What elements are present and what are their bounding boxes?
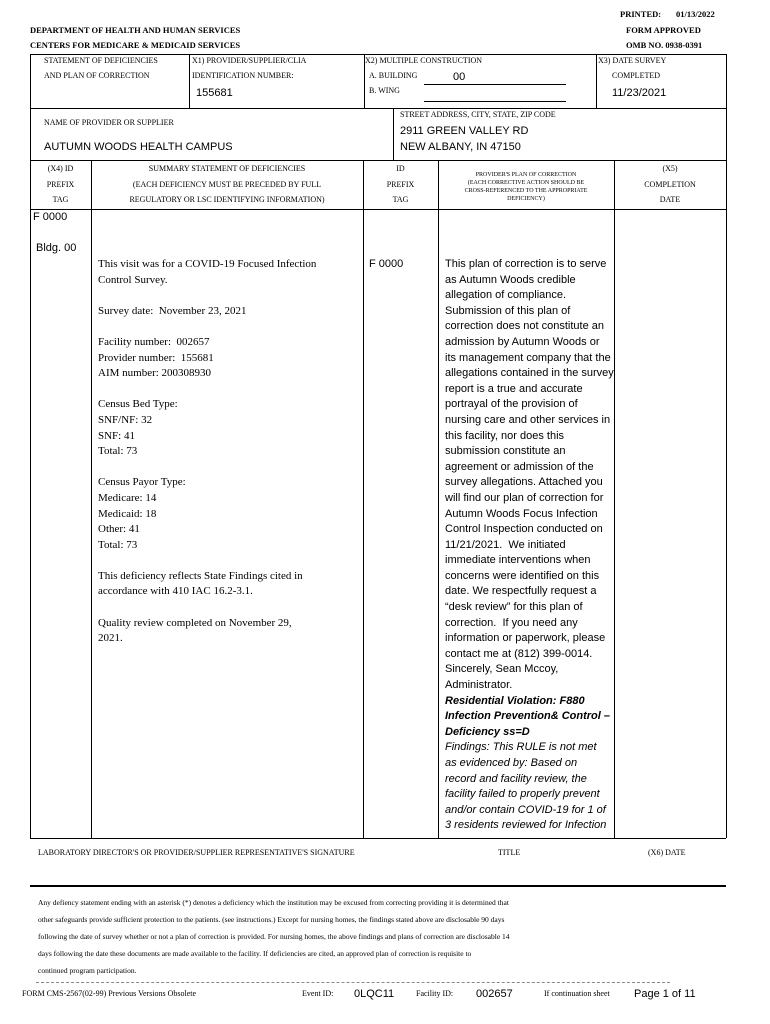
provider-id-value: 155681 xyxy=(196,87,233,99)
poc-line: nursing care and other services in xyxy=(445,413,611,426)
x5-header-1: (X5) xyxy=(662,164,678,173)
multiple-construction-label: X2) MULTIPLE CONSTRUCTION xyxy=(365,56,483,65)
disclaimer-line: days following the date these documents are made available to the facility. If deficiencies are cited, an approved plan of correction is requisite to xyxy=(38,949,472,958)
poc-line: Infection Prevention& Control – xyxy=(445,710,611,723)
summary-line: This visit was for a COVID-19 Focused Infection xyxy=(98,258,317,270)
poc-line: portrayal of the provision of xyxy=(445,398,578,411)
x4-header-2: PREFIX xyxy=(46,180,75,189)
summary-statement xyxy=(98,257,360,647)
statement-label-1: STATEMENT OF DEFICIENCIES xyxy=(44,56,158,65)
signature-title-label: TITLE xyxy=(498,848,521,857)
summary-line: SNF: 41 xyxy=(98,429,135,442)
poc-line: Control Inspection conducted on xyxy=(445,523,603,536)
poc-header-4: DEFICIENCY) xyxy=(507,196,545,202)
id-header-2: PREFIX xyxy=(386,180,415,189)
id-header-3: TAG xyxy=(392,195,409,204)
poc-line: will find our plan of correction for xyxy=(445,491,604,504)
poc-line: report is a true and accurate xyxy=(445,382,583,395)
provider-name-label: NAME OF PROVIDER OR SUPPLIER xyxy=(44,118,174,127)
x5-header-2: COMPLETION xyxy=(644,180,696,189)
poc-header-1: PROVIDER'S PLAN OF CORRECTION xyxy=(475,172,577,178)
summary-line: Total: 73 xyxy=(98,538,138,551)
poc-line: This plan of correction is to serve xyxy=(445,258,607,270)
provider-id-label-2: IDENTIFICATION NUMBER: xyxy=(192,71,294,80)
summary-line xyxy=(98,460,360,476)
summary-line: Facility number: 002657 xyxy=(98,335,210,348)
poc-line: Deficiency ss=D xyxy=(445,725,530,738)
poc-line: allegation of compliance. xyxy=(445,289,567,302)
summary-line xyxy=(98,382,360,398)
facility-id-value: 002657 xyxy=(476,988,513,1000)
printed-date: 01/13/2022 xyxy=(676,9,715,19)
summary-line: Quality review completed on November 29, xyxy=(98,616,292,629)
building-number: Bldg. 00 xyxy=(36,242,77,254)
dept-name: DEPARTMENT OF HEALTH AND HUMAN SERVICES xyxy=(30,25,241,35)
address-line-1: 2911 GREEN VALLEY RD xyxy=(400,125,529,137)
x4-header-1: (X4) ID xyxy=(47,164,74,173)
summary-line: Survey date: November 23, 2021 xyxy=(98,304,247,317)
disclaimer xyxy=(38,894,718,979)
signature-label: LABORATORY DIRECTOR'S OR PROVIDER/SUPPLIER REPRESENTATIVE'S SIGNATURE xyxy=(38,848,355,857)
poc-line: concerns were identified on this xyxy=(445,569,600,582)
summary-line: Control Survey. xyxy=(98,273,168,286)
disclaimer-line: other safeguards provide sufficient protection to the patients. (see instructions.) Except for nursing homes, the findings stated above are disclosable 90 days xyxy=(38,915,505,924)
summary-header-2: (EACH DEFICIENCY MUST BE PRECEDED BY FULL xyxy=(132,180,322,189)
summary-header-1: SUMMARY STATEMENT OF DEFICIENCIES xyxy=(148,164,306,173)
provider-id-label-1: X1) PROVIDER/SUPPLIER/CLIA xyxy=(192,56,307,65)
provider-name-value: AUTUMN WOODS HEALTH CAMPUS xyxy=(44,141,233,153)
poc-line: contact me at (812) 399-0014. xyxy=(445,647,593,660)
poc-line: survey allegations. Attached you xyxy=(445,476,603,489)
summary-header-3: REGULATORY OR LSC IDENTIFYING INFORMATION) xyxy=(129,195,325,204)
poc-line: and/or contain COVID-19 for 1 of xyxy=(445,803,606,816)
poc-line: as Autumn Woods credible xyxy=(445,273,576,286)
building-value: 00 xyxy=(453,71,466,83)
poc-line: information or paperwork, please xyxy=(445,632,606,645)
summary-line: Other: 41 xyxy=(98,523,140,536)
poc-line: date. We respectfully request a xyxy=(445,585,597,598)
x4-header-3: TAG xyxy=(52,195,69,204)
poc-line: “desk review” for this plan of xyxy=(445,601,583,614)
poc-line: its management company that the xyxy=(445,351,611,364)
summary-line: accordance with 410 IAC 16.2-3.1. xyxy=(98,585,253,598)
poc-line: record and facility review, the xyxy=(445,772,587,785)
summary-line: This deficiency reflects State Findings cited in xyxy=(98,569,303,582)
poc-line: this facility, nor does this xyxy=(445,429,565,442)
summary-line: Census Payor Type: xyxy=(98,476,186,489)
summary-line: Total: 73 xyxy=(98,445,138,458)
address-line-2: NEW ALBANY, IN 47150 xyxy=(400,141,521,153)
address-label: STREET ADDRESS, CITY, STATE, ZIP CODE xyxy=(400,110,556,119)
poc-line: 3 residents reviewed for Infection xyxy=(445,819,607,832)
signature-date-label: (X6) DATE xyxy=(648,848,686,857)
plan-of-correction xyxy=(445,257,613,834)
summary-line: Census Bed Type: xyxy=(98,398,178,411)
date-survey-label-1: X3) DATE SURVEY xyxy=(598,56,667,65)
date-survey-label-2: COMPLETED xyxy=(612,71,660,80)
summary-line xyxy=(98,600,360,616)
continuation-label: If continuation sheet xyxy=(544,989,610,998)
statement-label-2: AND PLAN OF CORRECTION xyxy=(44,71,150,80)
building-label: A. BUILDING xyxy=(369,71,418,80)
poc-header-3: CROSS-REFERENCED TO THE APPROPRIATE xyxy=(464,188,588,194)
summary-line: Provider number: 155681 xyxy=(98,351,214,364)
deficiency-tag: F 0000 xyxy=(33,211,68,223)
event-id-label: Event ID: xyxy=(302,989,334,998)
poc-line: admission by Autumn Woods or xyxy=(445,335,600,348)
poc-line: Sincerely, Sean Mccoy, xyxy=(445,663,559,676)
poc-line: as evidenced by: Based on xyxy=(445,757,578,769)
summary-line: Medicaid: 18 xyxy=(98,507,157,520)
disclaimer-line: following the date of survey whether or not a plan of correction is provided. For nursing homes, the above findings and plans of correction are disclosable 14 xyxy=(38,932,510,941)
poc-line: allegations contained in the survey xyxy=(445,367,614,380)
poc-line: facility failed to properly prevent xyxy=(445,788,600,801)
poc-line: Autumn Woods Focus Infection xyxy=(445,507,598,520)
summary-line: SNF/NF: 32 xyxy=(98,413,153,426)
page-number: Page 1 of 11 xyxy=(634,988,696,1000)
omb-number: OMB NO. 0938-0391 xyxy=(626,40,703,50)
poc-line: Findings: This RULE is not met xyxy=(445,741,597,754)
poc-line: correction. If you need any xyxy=(445,616,578,629)
x5-header-3: DATE xyxy=(659,195,681,204)
summary-line xyxy=(98,288,360,304)
summary-line: AIM number: 200308930 xyxy=(98,367,212,380)
summary-line: Medicare: 14 xyxy=(98,491,157,504)
poc-line: immediate interventions when xyxy=(445,554,591,567)
centers-name: CENTERS FOR MEDICARE & MEDICAID SERVICES xyxy=(30,40,241,50)
summary-line xyxy=(98,319,360,335)
summary-line xyxy=(98,553,360,569)
summary-line: 2021. xyxy=(98,632,123,645)
id-header-1: ID xyxy=(396,164,405,173)
wing-label: B. WING xyxy=(369,86,400,95)
date-survey-value: 11/23/2021 xyxy=(612,87,667,99)
poc-line: Residential Violation: F880 xyxy=(445,694,585,707)
poc-line: Submission of this plan of xyxy=(445,304,571,317)
form-number: FORM CMS-2567(02-99) Previous Versions Obsolete xyxy=(22,989,197,998)
facility-id-label: Facility ID: xyxy=(416,989,454,998)
printed-label: PRINTED: xyxy=(620,9,662,19)
poc-line: Administrator. xyxy=(445,679,513,692)
poc-line: agreement or admission of the xyxy=(445,460,594,473)
poc-header-2: (EACH CORRECTIVE ACTION SHOULD BE xyxy=(467,180,585,186)
disclaimer-line: continued program participation. xyxy=(38,966,137,975)
poc-line: correction does not constitute an xyxy=(445,320,604,333)
disclaimer-line: Any defiency statement ending with an asterisk (*) denotes a deficiency which the institution may be excused from correcting providing it is determined that xyxy=(38,898,509,907)
event-id-value: 0LQC11 xyxy=(354,988,395,1000)
poc-line: 11/21/2021. We initiated xyxy=(445,538,566,551)
form-approved: FORM APPROVED xyxy=(626,25,701,35)
poc-tag: F 0000 xyxy=(369,258,404,270)
poc-line: submission constitute an xyxy=(445,445,566,458)
